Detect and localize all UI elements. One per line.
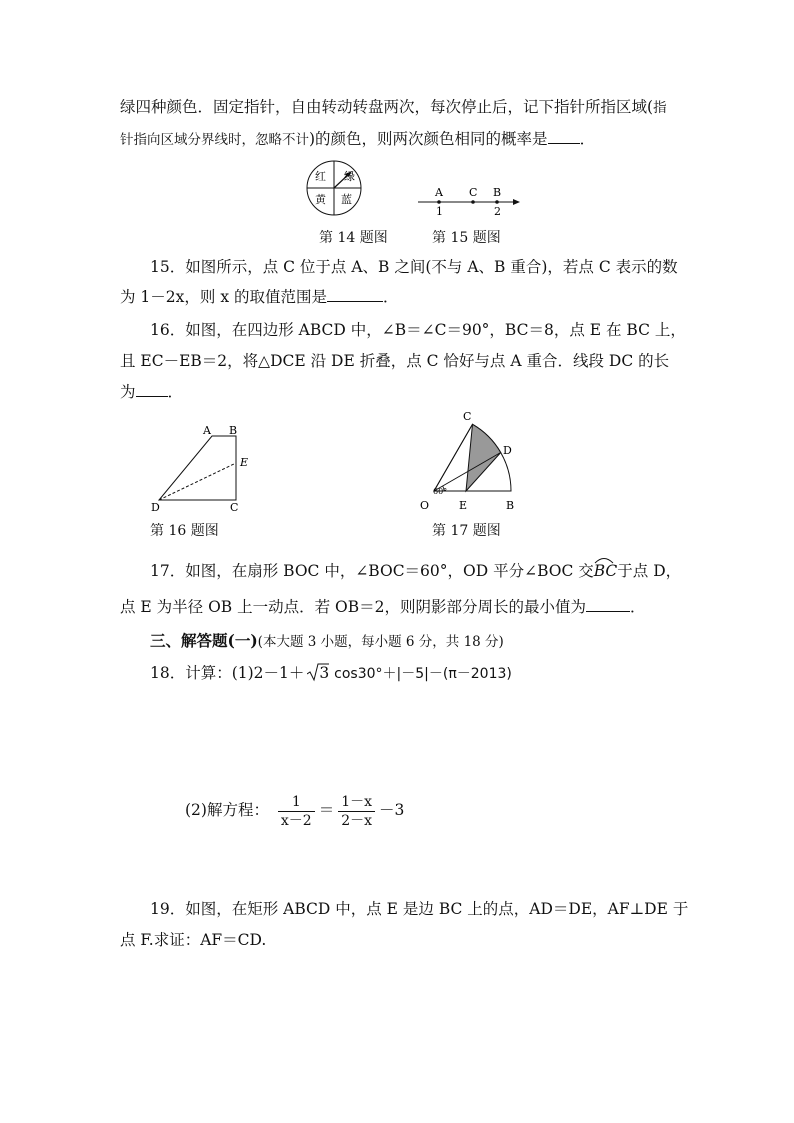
- q14-text: 绿四种颜色．固定指针，自由转动转盘两次，每次停止后，记下指针所指区域(: [120, 98, 654, 116]
- fig17-d-label: D: [503, 444, 512, 457]
- q15-text: 为 1－2x，则 x 的取值范围是: [120, 288, 327, 306]
- q19-line1: 19．如图，在矩形 ABCD 中，点 E 是边 BC 上的点，AD＝DE，AF⊥DE 于: [150, 900, 689, 918]
- fig16-a-label: A: [203, 424, 211, 437]
- q15-line1: 15．如图所示，点 C 位于点 A、B 之间(不与 A、B 重合)，若点 C 表示的数: [150, 258, 678, 276]
- fraction-1-numerator: 1: [278, 793, 315, 812]
- q14-line2: [120, 128, 595, 151]
- q18-part1-prefix: 18．计算：(1)2－1＋: [150, 664, 305, 682]
- q15-line2: [120, 286, 399, 308]
- q17-text-rest: 于点 D，: [617, 562, 682, 580]
- fig17-o-label: O: [420, 499, 430, 512]
- figure-15-caption: 第 15 题图: [432, 230, 501, 246]
- arc-bc-symbol: [594, 562, 618, 580]
- q14-line1: [120, 96, 667, 119]
- fraction-2-denominator: 2－x: [341, 812, 373, 829]
- q18-part1: [150, 662, 512, 685]
- q17-period: ．: [630, 598, 646, 616]
- fig17-b-label: B: [506, 499, 515, 512]
- sqrt-value: 3: [319, 664, 330, 682]
- tick-1-label: 1: [436, 205, 443, 218]
- q16-period: ．: [167, 383, 184, 401]
- section-3-title: 三、解答题(一): [150, 631, 258, 650]
- fig17-e-label: E: [459, 499, 468, 512]
- point-a-label: A: [435, 186, 443, 199]
- q14-small-text: 指: [653, 100, 667, 116]
- section-3-note: (本大题 3 小题，每小题 6 分，共 18 分): [257, 634, 504, 650]
- q18-part2: [185, 788, 404, 832]
- q17-text: 17．如图，在扇形 BOC 中，∠BOC＝60°，OD 平分∠BOC 交: [150, 562, 594, 580]
- equals-sign: ＝: [318, 801, 335, 819]
- point-b-label: B: [493, 186, 502, 199]
- q15-period: ．: [383, 288, 399, 306]
- q17-line2: [120, 596, 646, 618]
- section-3-heading: [150, 630, 504, 653]
- answer-blank-14[interactable]: [548, 129, 580, 144]
- q17-text-2: 点 E 为半径 OB 上一动点．若 OB＝2，则阴影部分周长的最小值为: [120, 598, 587, 616]
- q18-part2-prefix: (2)解方程：: [185, 801, 269, 819]
- answer-blank-15[interactable]: [327, 287, 383, 302]
- sector-figure: [418, 404, 526, 516]
- q16-line2: 且 EC－EB＝2，将△DCE 沿 DE 折叠，点 C 恰好与点 A 重合．线段 DC 的长: [120, 352, 670, 370]
- wheel-yellow-label: 黄: [315, 193, 326, 206]
- point-c-label: C: [469, 186, 478, 199]
- answer-blank-17[interactable]: [586, 597, 630, 612]
- spinner-wheel-figure: [300, 160, 368, 220]
- q16-line1: 16．如图，在四边形 ABCD 中，∠B＝∠C＝90°，BC＝8，点 E 在 BC 上，: [150, 321, 686, 339]
- quadrilateral-figure: [148, 420, 258, 516]
- sqrt-symbol: [315, 662, 329, 684]
- fig16-e-label: E: [240, 456, 249, 469]
- fig16-d-label: D: [151, 501, 160, 514]
- q18-part1-rest: cos30°＋|－5|－(π－2013): [334, 666, 512, 682]
- fraction-2: [338, 793, 375, 830]
- wheel-green-label: 绿: [344, 170, 355, 183]
- fraction-2-numerator: 1－x: [338, 793, 375, 812]
- fraction-1-denominator: x－2: [280, 812, 312, 829]
- figure-14-caption: 第 14 题图: [319, 230, 388, 246]
- q14-text-2: )的颜色，则两次颜色相同的概率是: [309, 130, 548, 148]
- q14-small-text-2: 针指向区域分界线时，忽略不计: [120, 132, 309, 148]
- fig16-c-label: C: [230, 501, 239, 514]
- wheel-red-label: 红: [315, 170, 326, 183]
- number-line-figure: [412, 184, 524, 220]
- fraction-1: [278, 793, 315, 830]
- fig17-c-label: C: [463, 410, 472, 423]
- equation-tail: －3: [379, 801, 405, 819]
- q16-text: 为: [120, 383, 136, 401]
- fig16-b-label: B: [229, 424, 238, 437]
- wheel-blue-label: 蓝: [341, 193, 352, 206]
- figure-17-caption: 第 17 题图: [432, 523, 501, 539]
- arc-bc-label: BC: [593, 562, 618, 580]
- fig17-angle-label: 60°: [433, 487, 448, 496]
- q19-line2: 点 F.求证：AF＝CD.: [120, 931, 267, 949]
- q16-line3: [120, 381, 183, 403]
- answer-blank-16[interactable]: [136, 382, 168, 397]
- q17-line1: [150, 560, 681, 582]
- tick-2-label: 2: [494, 205, 501, 218]
- q14-period: ．: [579, 130, 596, 148]
- figure-16-caption: 第 16 题图: [150, 523, 219, 539]
